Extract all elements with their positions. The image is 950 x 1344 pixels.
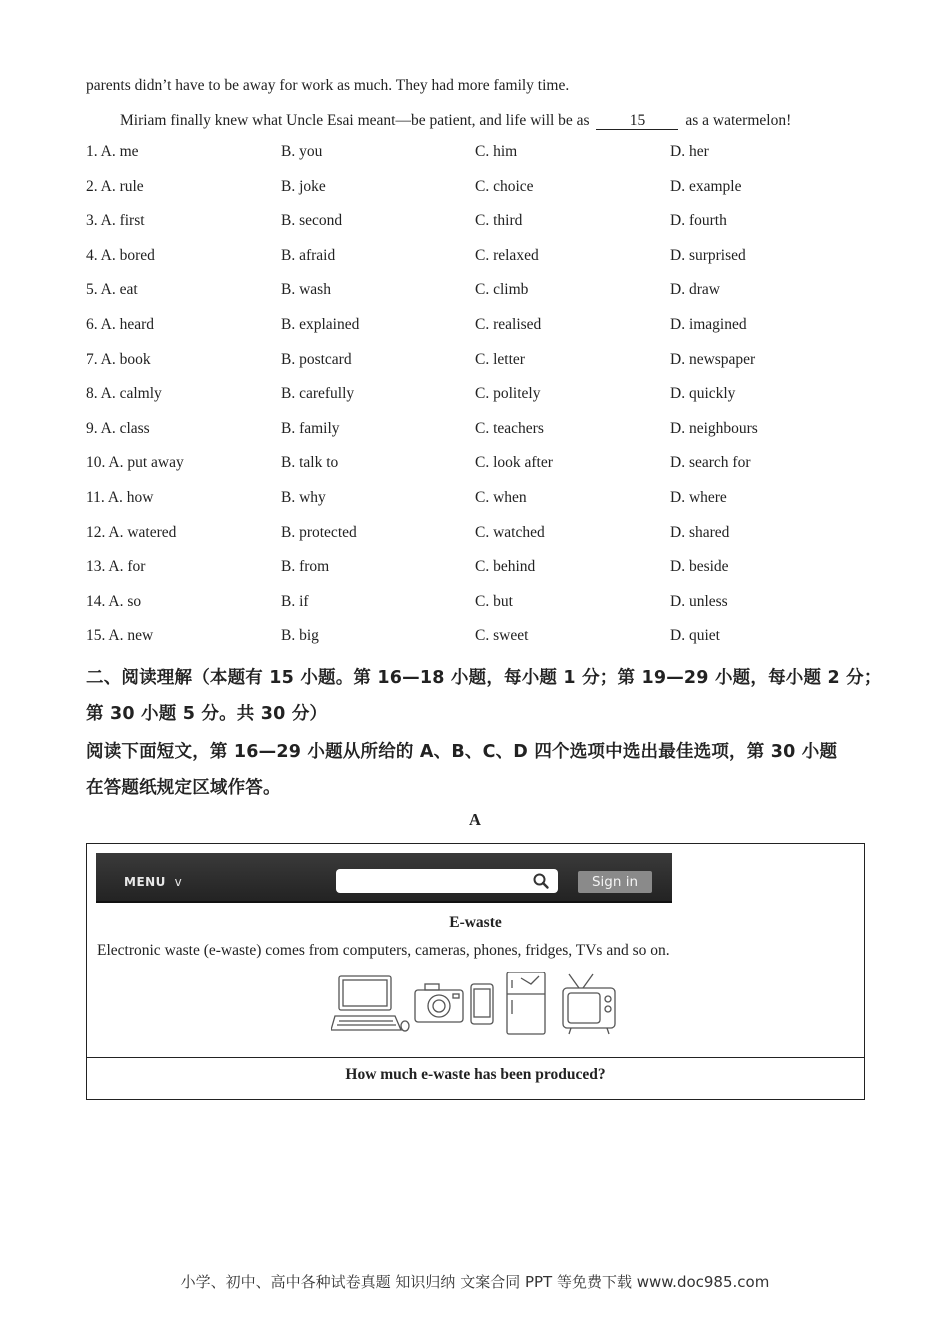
article-title: E-waste [449,914,502,931]
instruction-line-1: 阅读下面短文，第 16—29 小题从所给的 A、B、C、D 四个选项中选出最佳选项，第 30 小题 [86,742,838,762]
webpage-box [86,843,865,1100]
article-text: Electronic waste (e-waste) comes from computers, cameras, phones, fridges, TVs and so on. [97,942,670,959]
option-item: C. climb [475,281,529,299]
option-item: B. second [281,212,343,230]
option-item: B. from [281,558,330,576]
menu-label: MENU [124,875,166,889]
passage-line-2 [120,112,791,130]
option-item: D. shared [670,523,730,541]
option-item: 6. A. heard [86,315,155,333]
option-item: D. fourth [670,212,727,230]
blank-15: 15 [596,113,678,130]
option-row [86,281,886,316]
phone-icon [471,984,493,1024]
search-input[interactable] [336,869,558,893]
option-item: B. protected [281,523,357,541]
option-item: C. third [475,212,523,230]
section-heading-line-1: 二、阅读理解（本题有 15 小题。第 16—18 小题，每小题 1 分；第 19—29 小题，每小题 2 分； [86,668,882,688]
option-item: 8. A. calmly [86,385,162,403]
option-row [86,247,886,282]
option-item: C. behind [475,558,536,576]
option-item: B. carefully [281,385,355,403]
option-item: 11. A. how [86,488,154,506]
option-row [86,316,886,351]
option-item: C. when [475,488,527,506]
options-table [86,143,886,662]
option-item: C. realised [475,315,542,333]
page-footer: 小学、初中、高中各种试卷真题 知识归纳 文案合同 PPT 等免费下载 www.doc985.com [180,1273,770,1291]
option-item: D. newspaper [670,350,756,368]
option-item: 14. A. so [86,592,142,610]
passage-letter: A [469,810,481,829]
camera-icon [415,984,463,1022]
option-item: B. postcard [281,350,352,368]
option-item: 4. A. bored [86,246,155,264]
option-item: C. him [475,143,518,160]
option-row [86,489,886,524]
option-row [86,143,886,178]
option-item: C. politely [475,385,541,403]
option-item: C. look after [475,454,553,472]
passage-line-2-before: Miriam finally knew what Uncle Esai meant—be patient, and life will be as [120,112,590,129]
option-item: B. why [281,488,326,506]
search-icon[interactable] [532,872,550,890]
option-item: C. letter [475,350,525,368]
option-item: 10. A. put away [86,454,184,472]
option-item: B. wash [281,281,331,299]
device-icons [331,972,631,1038]
option-item: D. where [670,488,727,506]
option-row [86,558,886,593]
article-question: How much e-waste has been produced? [345,1066,606,1083]
option-item: D. imagined [670,315,747,333]
option-item: C. watched [475,523,545,541]
option-item: D. quiet [670,627,720,645]
option-item: C. teachers [475,419,544,437]
option-item: B. explained [281,315,360,333]
option-item: C. relaxed [475,246,539,264]
option-item: D. example [670,177,742,195]
option-item: B. you [281,143,323,160]
option-item: C. but [475,592,513,610]
option-item: C. choice [475,177,534,195]
option-row [86,420,886,455]
option-item: C. sweet [475,627,529,645]
option-item: D. her [670,143,709,160]
option-item: 3. A. first [86,212,145,230]
option-row [86,351,886,386]
option-row [86,593,886,628]
chevron-down-icon: v [174,875,183,889]
section-heading-line-2: 第 30 小题 5 分。共 30 分） [86,704,328,724]
option-item: B. talk to [281,454,339,472]
option-row [86,212,886,247]
option-item: D. unless [670,592,728,610]
option-row [86,385,886,420]
option-row [86,627,886,662]
option-item: 2. A. rule [86,177,144,195]
option-item: B. if [281,592,309,610]
option-row [86,178,886,213]
option-item: 15. A. new [86,627,154,645]
box-divider [87,1057,864,1058]
menu-button[interactable] [124,875,182,889]
option-item: D. search for [670,454,751,472]
option-item: 13. A. for [86,558,146,576]
option-item: B. joke [281,177,326,195]
option-item: D. surprised [670,246,746,264]
passage-line-2-after: as a watermelon! [685,112,792,129]
option-item: D. beside [670,558,729,576]
option-item: 5. A. eat [86,281,138,299]
computer-icon [331,976,409,1031]
option-item: 7. A. book [86,350,151,368]
option-item: D. quickly [670,385,736,403]
instruction-line-2: 在答题纸规定区域作答。 [86,778,281,798]
option-row [86,454,886,489]
option-item: 12. A. watered [86,523,177,541]
tv-icon [563,974,615,1034]
option-item: B. family [281,419,340,437]
option-item: B. afraid [281,246,336,264]
option-row [86,524,886,559]
fridge-icon [507,972,545,1034]
web-header-bar [96,853,672,903]
option-item: 9. A. class [86,419,150,437]
sign-in-button[interactable]: Sign in [578,871,652,893]
passage-line-1: parents didn’t have to be away for work as much. They had more family time. [86,77,570,94]
option-item: D. draw [670,281,720,299]
option-item: D. neighbours [670,419,758,437]
option-item: B. big [281,627,319,645]
option-item: 1. A. me [86,143,139,160]
